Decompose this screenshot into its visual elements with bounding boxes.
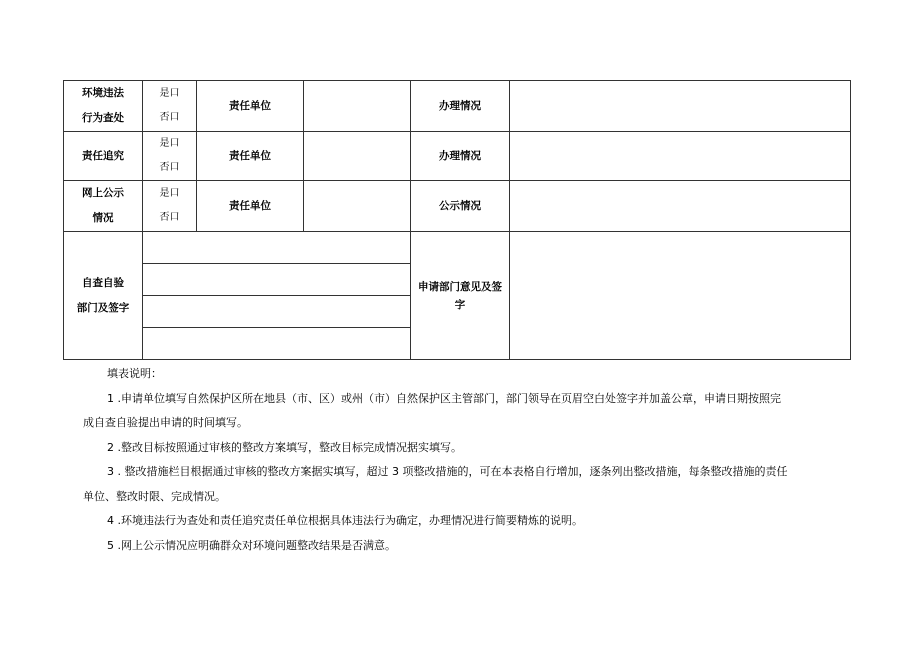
table-row [64, 181, 851, 232]
list-item: 5 .网上公示情况应明确群众对环境问题整改结果是否满意。 [107, 538, 396, 552]
list-item: 1 .申请单位填写自然保护区所在地县（市、区）或州（市）自然保护区主管部门，部门领导在页眉空白处签字并加盖公章，申请日期按照完 成自查自验提出申请的时间填写。 [83, 391, 781, 429]
supervision-form-table [63, 80, 851, 360]
list-item: 3 . 整改措施栏目根据通过审核的整改方案据实填写，超过 3 项整改措施的，可在本表格自行增加，逐条列出整改措施，每条整改措施的责任 单位、整改时限、完成情况。 [83, 465, 788, 503]
self-check-line-2[interactable] [143, 264, 411, 296]
table-row [64, 232, 851, 264]
row-label-accountability: 责任追究 [64, 132, 143, 181]
responsible-unit-field[interactable] [304, 81, 411, 132]
yes-option[interactable]: 是口 [159, 138, 180, 149]
table-row [64, 132, 851, 181]
row-label-violation: 环境违法 行为查处 [64, 81, 143, 132]
responsible-unit-field[interactable] [304, 181, 411, 232]
status-field[interactable] [510, 81, 851, 132]
self-check-dept-label: 自查自验 部门及签字 [64, 232, 143, 360]
responsible-unit-field[interactable] [304, 132, 411, 181]
list-item: 4 .环境违法行为查处和责任追究责任单位根据具体违法行为确定，办理情况进行简要精炼的说明。 [107, 514, 583, 527]
applicant-opinion-field[interactable] [510, 232, 851, 360]
yes-no-choice[interactable] [143, 132, 197, 181]
table-row [64, 81, 851, 132]
yes-no-choice[interactable] [143, 81, 197, 132]
responsible-unit-label: 责任单位 [197, 181, 304, 232]
yes-option[interactable]: 是口 [159, 88, 180, 99]
self-check-line-4[interactable] [143, 328, 411, 360]
self-check-line-3[interactable] [143, 296, 411, 328]
self-check-line-1[interactable] [143, 232, 411, 264]
responsible-unit-label: 责任单位 [197, 132, 304, 181]
instructions-list [83, 387, 788, 559]
responsible-unit-label: 责任单位 [197, 81, 304, 132]
instructions-heading: 填表说明： [107, 367, 162, 380]
no-option[interactable]: 否口 [159, 212, 180, 223]
fill-instructions [83, 362, 788, 558]
status-label: 办理情况 [411, 132, 510, 181]
status-label: 办理情况 [411, 81, 510, 132]
row-label-online-publicity: 网上公示 情况 [64, 181, 143, 232]
status-field[interactable] [510, 132, 851, 181]
yes-option[interactable]: 是口 [159, 188, 180, 199]
yes-no-choice[interactable] [143, 181, 197, 232]
applicant-opinion-label: 申请部门意见及签 字 [411, 232, 510, 360]
no-option[interactable]: 否口 [159, 112, 180, 123]
list-item: 2 .整改目标按照通过审核的整改方案填写，整改目标完成情况据实填写。 [107, 440, 462, 454]
publicity-status-label: 公示情况 [411, 181, 510, 232]
no-option[interactable]: 否口 [159, 162, 180, 173]
publicity-status-field[interactable] [510, 181, 851, 232]
